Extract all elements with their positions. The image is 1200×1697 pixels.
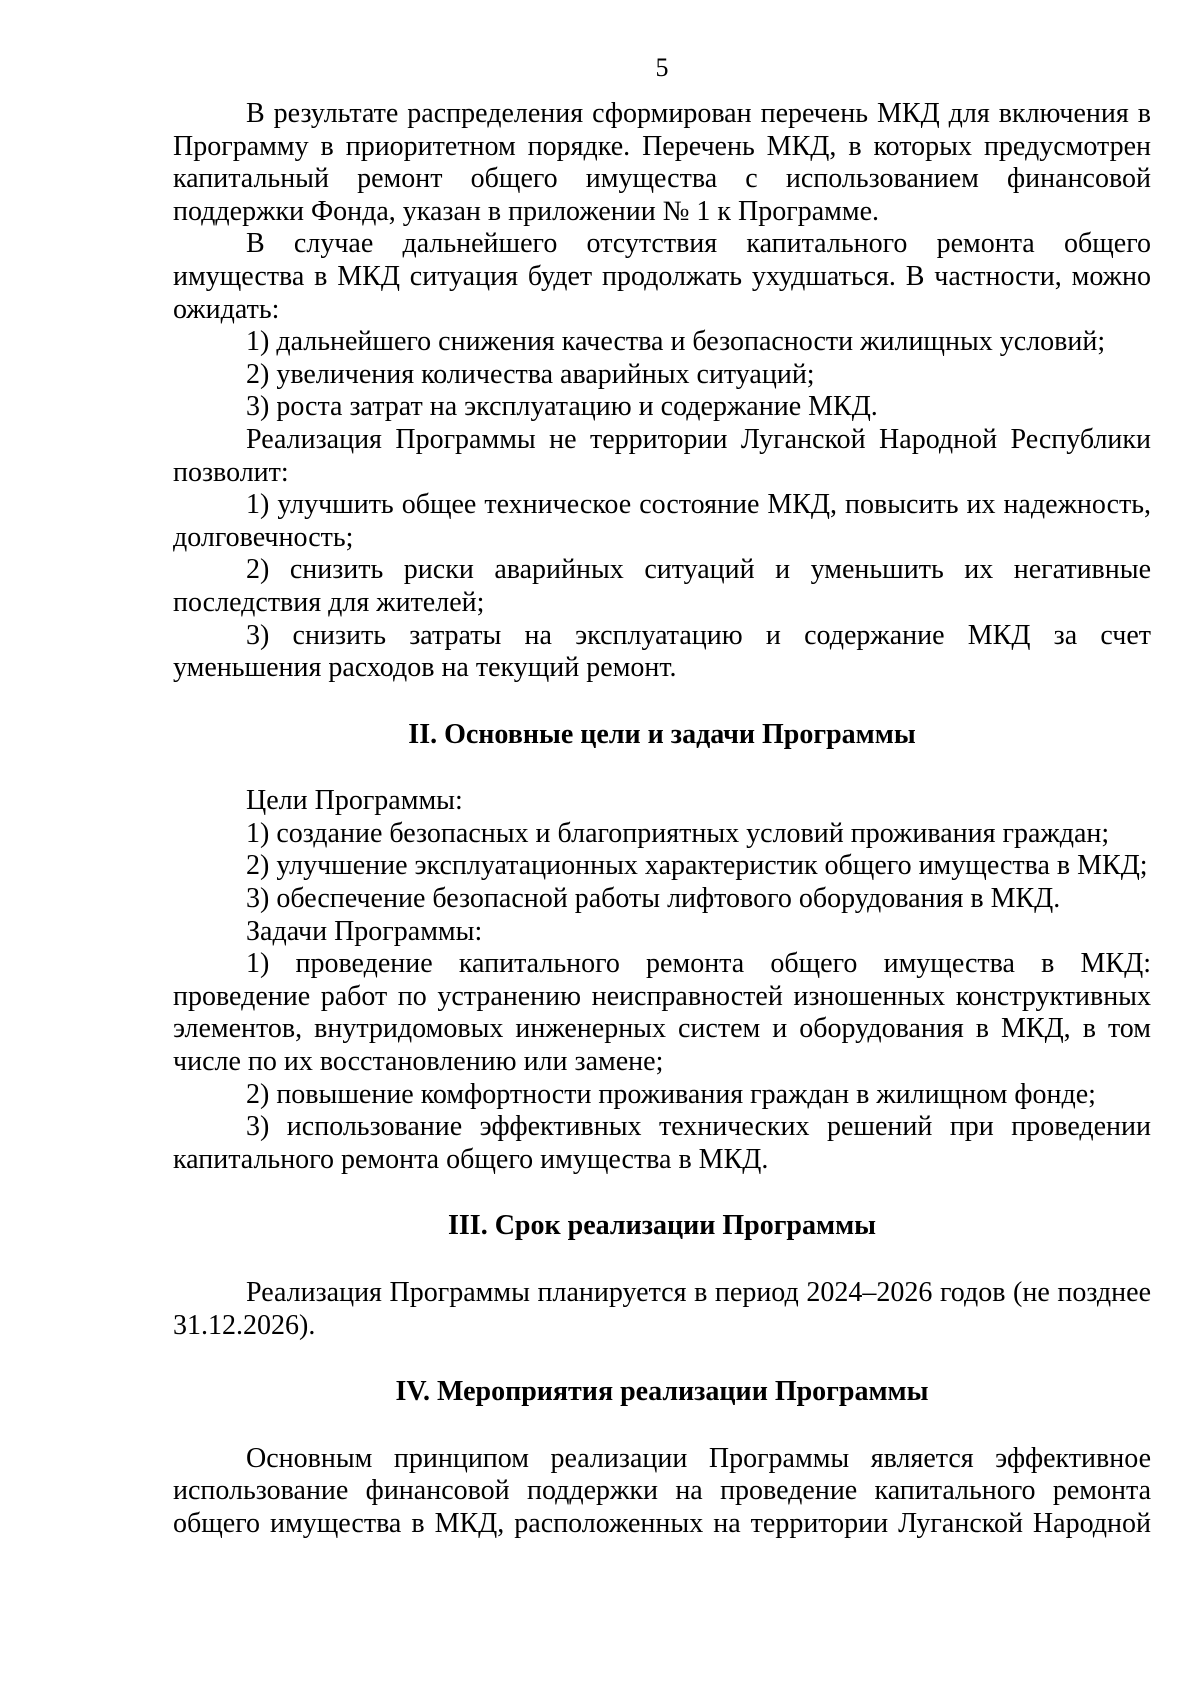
list-item: 2) повышение комфортности проживания граждан в жилищном фонде; [246,1078,1096,1110]
section-heading: II. Основные цели и задачи Программы [408,718,916,750]
list-item: 2) улучшение эксплуатационных характеристик общего имущества в МКД; [246,850,1148,882]
paragraph: Цели Программы: [246,785,463,817]
paragraph: В результате распределения сформирован перечень МКД для включения в Программу в приоритетном порядке. Перечень МКД, в которых предусмотрен капитальный ремонт общего имущества с использованием финансовой поддержки Фонда, указан в приложении № 1 к Программе. [173,98,1151,227]
list-item: 1) дальнейшего снижения качества и безопасности жилищных условий; [246,326,1106,358]
paragraph: Основным принципом реализации Программы является эффективное использование финансовой поддержки на проведение капитального ремонта общего имущества в МКД, расположенных на территории Луганской Народной [173,1442,1151,1539]
list-item: 3) роста затрат на эксплуатацию и содержание МКД. [246,391,878,423]
section-heading: IV. Мероприятия реализации Программы [395,1376,929,1408]
list-item: 2) снизить риски аварийных ситуаций и уменьшить их негативные последствия для жителей; [173,554,1151,618]
paragraph: Реализация Программы не территории Луганской Народной Республики позволит: [173,423,1151,488]
list-item: 2) увеличения количества аварийных ситуаций; [246,358,815,390]
list-item: 1) проведение капитального ремонта общего имущества в МКД: проведение работ по устранению неисправностей изношенных конструктивных элементов, внутридомовых инженерных систем и оборудования в МКД, в том числе по их восстановлению или замене; [173,948,1151,1078]
list-item: 1) создание безопасных и благоприятных условий проживания граждан; [246,817,1110,849]
list-item: 1) улучшить общее техническое состояние МКД, повысить их надежность, долговечность; [173,489,1151,553]
page-number: 5 [655,53,669,82]
list-item: 3) обеспечение безопасной работы лифтового оборудования в МКД. [246,883,1061,915]
section-heading: III. Срок реализации Программы [448,1210,876,1242]
list-item: 3) использование эффективных технических решений при проведении капитального ремонта общего имущества в МКД. [173,1111,1151,1175]
list-item: 3) снизить затраты на эксплуатацию и содержание МКД за счет уменьшения расходов на текущий ремонт. [173,619,1151,684]
paragraph: Задачи Программы: [246,915,483,947]
paragraph: В случае дальнейшего отсутствия капитального ремонта общего имущества в МКД ситуация будет продолжать ухудшаться. В частности, можно ожидать: [173,228,1151,325]
paragraph: Реализация Программы планируется в период 2024–2026 годов (не позднее 31.12.2026). [173,1277,1151,1341]
document-page [173,52,1151,1541]
